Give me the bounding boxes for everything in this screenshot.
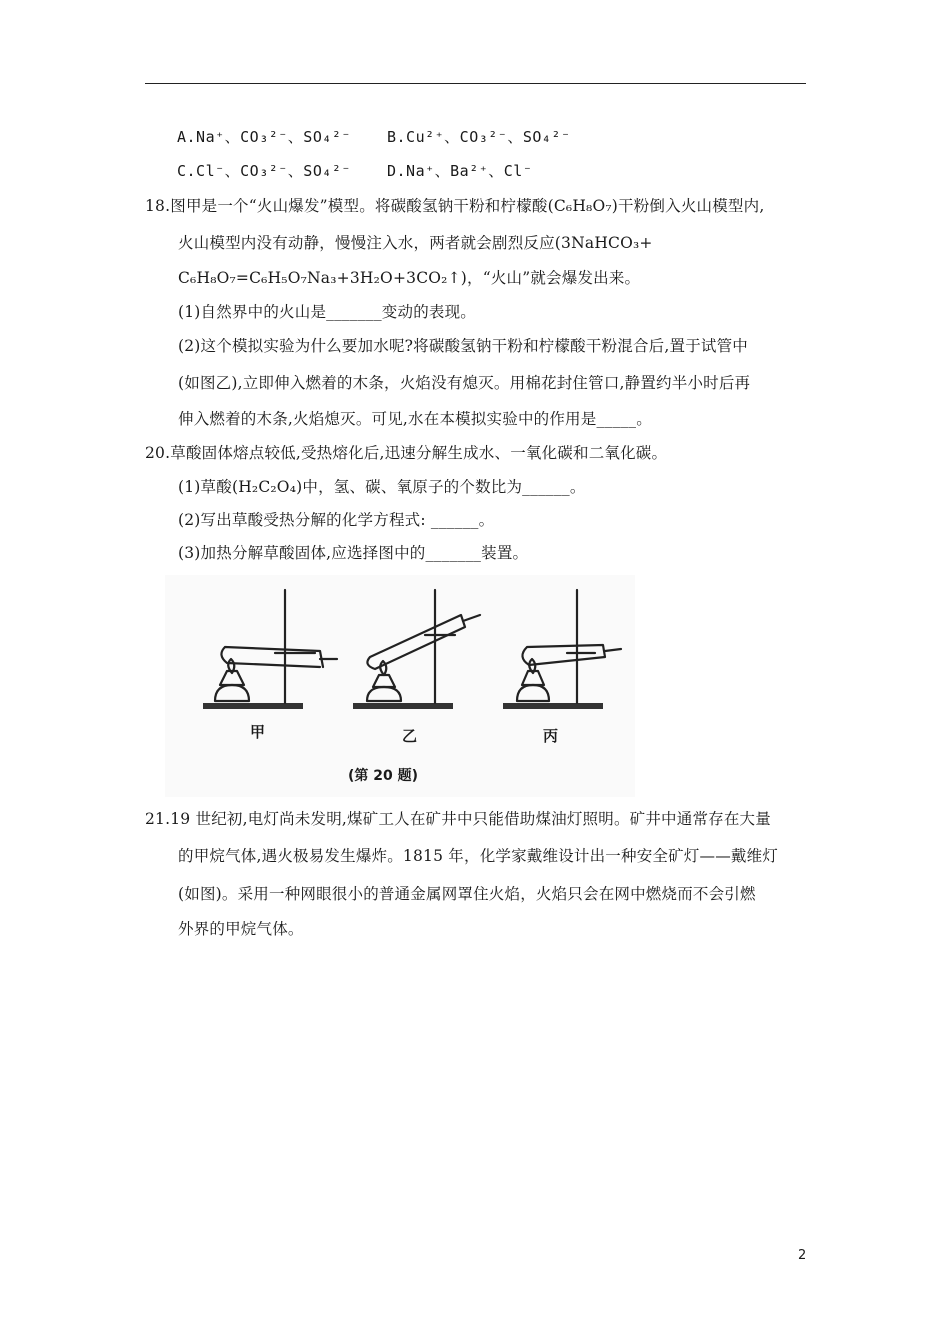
q21-line2: 的甲烷气体,遇火极易发生爆炸。1815 年，化学家戴维设计出一种安全矿灯——戴维灯 xyxy=(178,847,779,865)
q18-line2: 火山模型内没有动静，慢慢注入水，两者就会剧烈反应(3NaHCO₃+ xyxy=(178,234,653,252)
q18-sub2-line2: (如图乙),立即伸入燃着的木条，火焰没有熄灭。用棉花封住管口,静置约半小时后再 xyxy=(178,374,751,392)
q21-line1: 21.19 世纪初,电灯尚未发明,煤矿工人在矿井中只能借助煤油灯照明。矿井中通常存在大量 xyxy=(145,810,771,828)
q18-sub1: (1)自然界中的火山是_______变动的表现。 xyxy=(178,303,477,321)
q18-sub2-line1: (2)这个模拟实验为什么要加水呢?将碳酸氢钠干粉和柠檬酸干粉混合后,置于试管中 xyxy=(178,337,748,355)
figure-caption: (第 20 题) xyxy=(348,768,419,784)
label-jia: 甲 xyxy=(250,723,266,741)
page-number: 2 xyxy=(798,1248,807,1263)
apparatus-figure xyxy=(165,575,635,797)
option-c: C.Cl⁻、CO₃²⁻、SO₄²⁻ xyxy=(177,162,351,180)
label-yi: 乙 xyxy=(402,727,418,745)
q18-sub2-line3: 伸入燃着的木条,火焰熄灭。可见,水在本模拟实验中的作用是_____。 xyxy=(178,410,652,428)
q20-sub2: (2)写出草酸受热分解的化学方程式: ______。 xyxy=(178,511,495,529)
q18-line1: 18.图甲是一个“火山爆发”模型。将碳酸氢钠干粉和柠檬酸(C₆H₈O₇)干粉倒入火山模型内, xyxy=(145,197,765,215)
header-rule xyxy=(145,83,806,84)
option-a: A.Na⁺、CO₃²⁻、SO₄²⁻ xyxy=(177,128,351,146)
q20-line1: 20.草酸固体熔点较低,受热熔化后,迅速分解生成水、一氧化碳和二氧化碳。 xyxy=(145,444,668,462)
q21-line4: 外界的甲烷气体。 xyxy=(178,920,304,938)
option-b: B.Cu²⁺、CO₃²⁻、SO₄²⁻ xyxy=(387,128,571,146)
q20-sub1: (1)草酸(H₂C₂O₄)中，氢、碳、氧原子的个数比为______。 xyxy=(178,478,586,496)
q20-sub3: (3)加热分解草酸固体,应选择图中的_______装置。 xyxy=(178,544,529,562)
apparatus-drawing xyxy=(165,575,635,797)
q18-line3: C₆H₈O₇=C₆H₅O₇Na₃+3H₂O+3CO₂↑)，“火山”就会爆发出来。 xyxy=(178,269,641,287)
q21-line3: (如图)。采用一种网眼很小的普通金属网罩住火焰，火焰只会在网中燃烧而不会引燃 xyxy=(178,885,756,903)
option-d: D.Na⁺、Ba²⁺、Cl⁻ xyxy=(387,162,533,180)
label-bing: 丙 xyxy=(543,727,559,745)
